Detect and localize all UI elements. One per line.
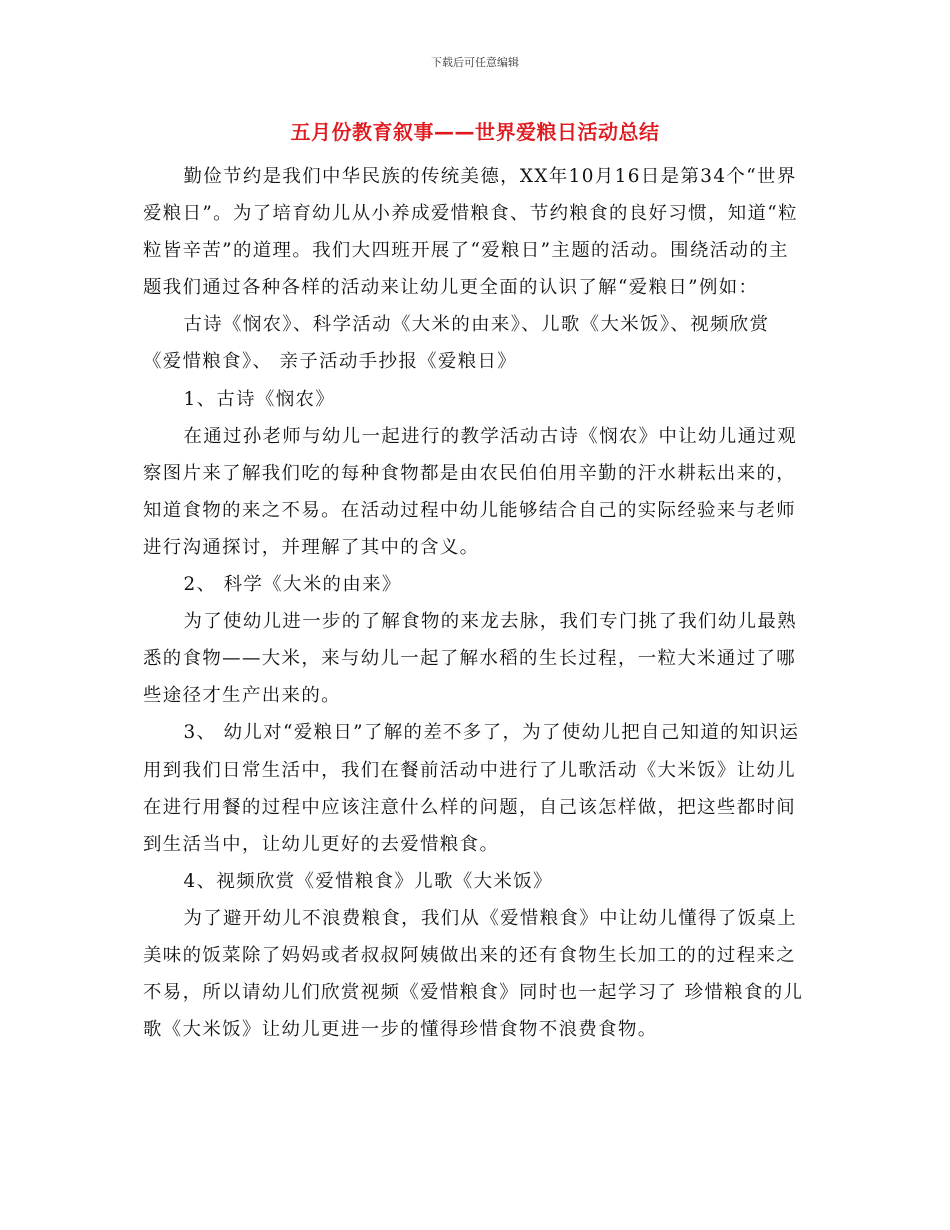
- section-heading-4: 4、视频欣赏《爱惜粮食》儿歌《大米饭》: [183, 870, 553, 892]
- paragraph-section-2: 为了使幼儿进一步的了解食物的来龙去脉，我们专门挑了我们幼儿最熟悉的食物——大米，来与幼儿一起了解水稻的生长过程，一粒大米通过了哪些途径才生产出来的。: [143, 611, 797, 707]
- section-heading-2: 2、 科学《大米的由来》: [183, 574, 402, 596]
- paragraph-intro: 勤俭节约是我们中华民族的传统美德，XX年10月16日是第34个“世界爱粮日”。为了培育幼儿从小养成爱惜粮食、节约粮食的良好习惯，知道“粒粒皆辛苦”的道理。我们大四班开展了“爱粮日”主题的活动。围绕活动的主题我们通过各种各样的活动来让幼儿更全面的认识了解“爱粮日”例如：: [143, 166, 798, 299]
- paragraph-section-3: 3、 幼儿对“爱粮日”了解的差不多了，为了使幼儿把自己知道的知识运用到我们日常生活中，我们在餐前活动中进行了儿歌活动《大米饭》让幼儿在进行用餐的过程中应该注意什么样的问题，自己该怎样做，把这些都时间到生活当中，让幼儿更好的去爱惜粮食。: [143, 722, 800, 855]
- paragraph-activity-list: 古诗《悯农》、科学活动《大米的由来》、儿歌《大米饭》、视频欣赏《爱惜粮食》、 亲子活动手抄报《爱粮日》: [143, 314, 770, 373]
- document-title: 五月份教育叙事——世界爱粮日活动总结: [290, 120, 660, 144]
- document-body: [143, 158, 808, 1048]
- paragraph-section-4: 为了避开幼儿不浪费粮食，我们从《爱惜粮食》中让幼儿懂得了饭桌上美味的饭菜除了妈妈或者叔叔阿姨做出来的还有食物生长加工的的过程来之不易，所以请幼儿们欣赏视频《爱惜粮食》同时也一起学习了 珍惜粮食的儿歌《大米饭》让幼儿更进一步的懂得珍惜食物不浪费食物。: [143, 907, 804, 1041]
- header-note: 下载后可任意编辑: [431, 56, 519, 69]
- section-heading-1: 1、古诗《悯农》: [183, 388, 336, 410]
- paragraph-section-1: 在通过孙老师与幼儿一起进行的教学活动古诗《悯农》中让幼儿通过观察图片来了解我们吃的每种食物都是由农民伯伯用辛勤的汗水耕耘出来的，知道食物的来之不易。在活动过程中幼儿能够结合自己的实际经验来与老师进行沟通探讨，并理解了其中的含义。: [143, 425, 797, 558]
